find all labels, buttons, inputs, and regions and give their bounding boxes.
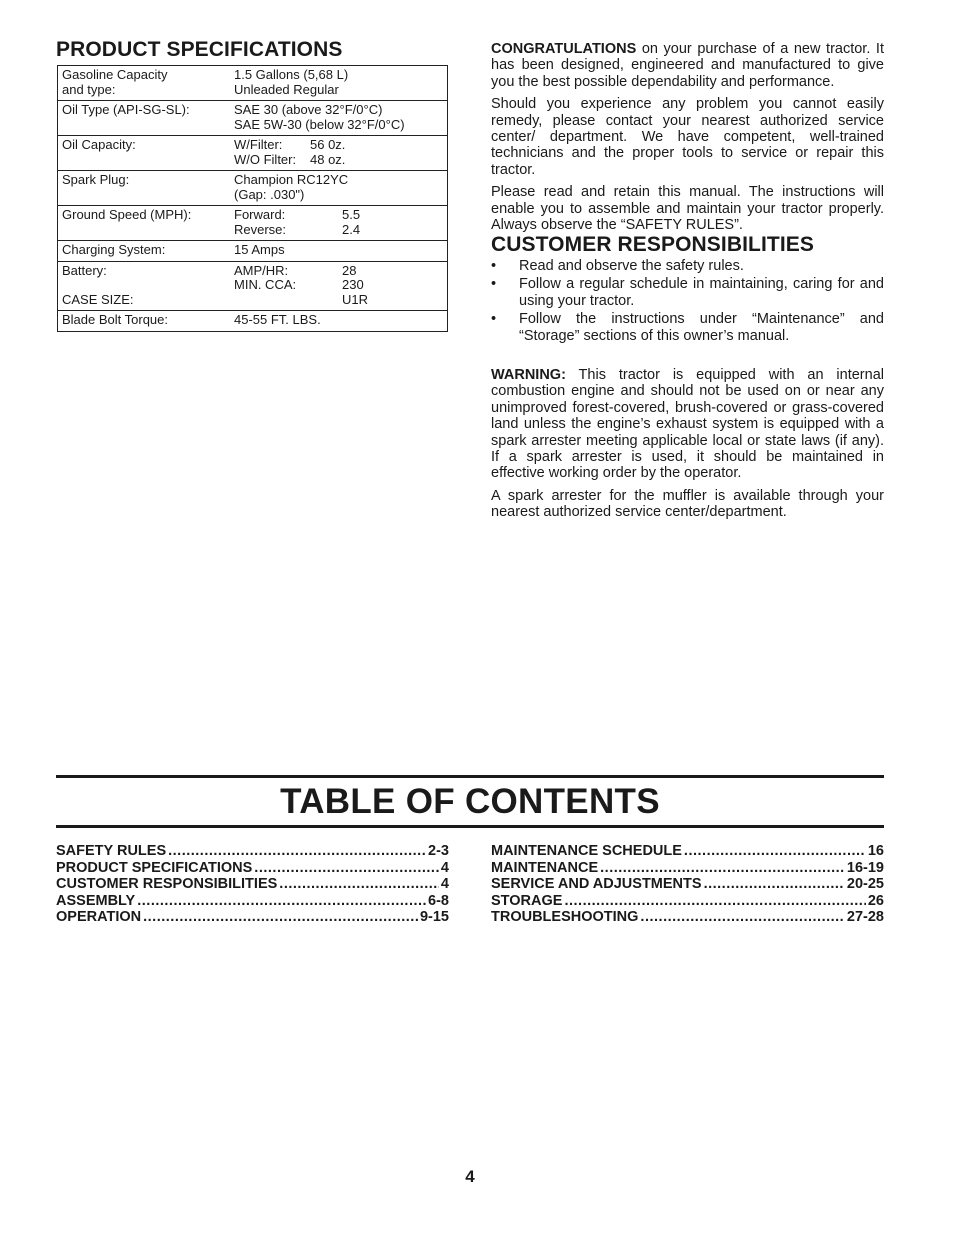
warning-section [491, 367, 884, 527]
spec-label [58, 66, 231, 101]
toc-entry-label: MAINTENANCE SCHEDULE [491, 843, 682, 859]
spec-pair-key: Reverse: [234, 221, 287, 237]
toc-entry-page: 27-28 [846, 909, 884, 926]
toc-entry-label: CUSTOMER RESPONSIBILITIES [56, 876, 278, 893]
spec-value-line: Champion RC12YC [234, 172, 349, 187]
spec-pair [234, 223, 443, 238]
retain-paragraph: Please read and retain this manual. The instructions will enable you to assemble and maintain your tractor properly. Always observe the “SAFETY RULES”. [491, 184, 884, 234]
spec-label [58, 136, 231, 171]
toc-title: TABLE OF CONTENTS [280, 782, 660, 821]
list-item [491, 258, 884, 274]
spec-pair-value: 56 0z. [310, 137, 346, 152]
intro-section [491, 41, 884, 239]
customer-resp-heading: CUSTOMER RESPONSIBILITIES [491, 233, 814, 256]
toc-entry-page: 9-15 [419, 909, 449, 926]
toc-entry-page: 26 [867, 892, 884, 909]
toc-entry[interactable] [56, 843, 449, 860]
toc-entry-label: SAFETY RULES [56, 843, 167, 859]
list-item-text: Follow the instructions under “Maintenance” and “Storage” sections of this owner’s manual. [519, 311, 884, 344]
toc-entry-page: 4 [440, 876, 449, 893]
product-specs-heading: PRODUCT SPECIFICATIONS [56, 38, 343, 61]
spec-value [230, 171, 448, 206]
spec-label [58, 311, 231, 332]
toc-entry-label: TROUBLESHOOTING [491, 909, 639, 926]
bullet-icon: • [491, 258, 497, 274]
spec-pair-value: 2.4 [342, 221, 361, 237]
toc-entry-label: MAINTENANCE [491, 859, 599, 876]
toc-left-column [56, 843, 449, 926]
toc-entry[interactable] [491, 843, 884, 860]
problem-paragraph: Should you experience any problem you cannot easily remedy, please contact your nearest authorized service center/ department. We have competent, well-trained technicians and the proper tools to service or repair this tractor. [491, 96, 884, 178]
spec-pair-key: MIN. CCA: [234, 277, 297, 292]
spec-pair [234, 153, 443, 168]
spec-label [58, 171, 231, 206]
spec-pair-value: 48 oz. [310, 151, 346, 167]
toc-entry-page: 20-25 [846, 876, 884, 893]
spec-pair-value: 230 [342, 277, 364, 292]
congrats-paragraph [491, 41, 884, 90]
spec-label-line: Ground Speed (MPH): [62, 207, 192, 222]
toc-entry-page: 2-3 [428, 843, 449, 859]
bullet-icon: • [491, 276, 497, 293]
spec-row [58, 241, 448, 262]
warning-text: This tractor is equipped with an internal combustion engine and should not be used on or near any unimproved forest-covered, brush-covered or grass-covered land unless the engine’s exhaust system is equipped with a spark arrester meeting applicable local or state laws (if any). If a spark arrester is used, it should be maintained in effective working order by the operator. [491, 367, 884, 482]
spec-pair-key: Forward: [234, 207, 286, 222]
spec-table [57, 65, 448, 332]
spec-pair [234, 264, 443, 279]
spec-value-line: Unleaded Regular [234, 81, 339, 97]
list-item-text: Follow a regular schedule in maintaining, caring for and using your tractor. [519, 276, 884, 309]
toc-entry[interactable] [56, 909, 449, 926]
spec-pair [234, 138, 443, 153]
warning-paragraph [491, 367, 884, 482]
spec-value [230, 261, 448, 311]
toc-entry-label: ASSEMBLY [56, 892, 136, 909]
spec-value [230, 101, 448, 136]
congrats-text: on your purchase of a new tractor. It has been designed, engineered and manufactured to give you the best possible dependability and performance. [491, 41, 884, 90]
spec-pair-key [234, 293, 342, 308]
spec-value [230, 136, 448, 171]
spec-pair-key: AMP/HR: [234, 262, 289, 278]
toc-entry[interactable] [491, 893, 884, 910]
spec-label [58, 241, 231, 262]
toc-entry[interactable] [56, 893, 449, 910]
spec-row [58, 311, 448, 332]
spec-pair [234, 293, 443, 308]
spec-label-line: CASE SIZE: [62, 291, 134, 307]
spec-row [58, 66, 448, 101]
spark-arrester-paragraph: A spark arrester for the muffler is available through your nearest authorized service center/department. [491, 487, 884, 521]
spec-pair-value: 28 [342, 262, 357, 278]
list-item-text: Read and observe the safety rules. [519, 258, 744, 274]
spec-label-line: Spark Plug: [62, 172, 130, 187]
spec-label-line: Charging System: [62, 242, 166, 257]
toc-entry[interactable] [491, 909, 884, 926]
customer-resp-list [491, 258, 884, 346]
spec-pair-value: 5.5 [342, 207, 361, 222]
bullet-icon: • [491, 311, 497, 328]
spec-label [58, 101, 231, 136]
spec-label-line: Gasoline Capacity [62, 67, 168, 82]
toc-top-rule [56, 775, 884, 778]
spec-value-line: 45-55 FT. LBS. [234, 312, 321, 327]
spec-row [58, 206, 448, 241]
toc-entry-page: 16-19 [846, 859, 884, 876]
toc-entry-page: 4 [440, 859, 449, 876]
warning-lead: WARNING: [491, 367, 566, 383]
toc-dot-leader [137, 893, 426, 910]
spec-value [230, 241, 448, 262]
toc-dot-leader [600, 860, 845, 877]
toc-dot-leader [168, 843, 426, 860]
spec-value [230, 66, 448, 101]
toc-entry-label: STORAGE [491, 892, 563, 909]
toc-dot-leader [704, 876, 845, 893]
list-item [491, 276, 884, 309]
congrats-lead: CONGRATULATIONS [491, 41, 637, 57]
toc-right-column [491, 843, 884, 926]
spec-label [58, 261, 231, 311]
spec-label [58, 206, 231, 241]
toc-dot-leader [279, 876, 439, 893]
toc-entry-page: 16 [867, 843, 884, 859]
toc-entry-label: OPERATION [56, 909, 142, 926]
toc-bottom-rule [56, 825, 884, 828]
spec-value-line: 1.5 Gallons (5,68 L) [234, 67, 349, 82]
spec-value [230, 311, 448, 332]
toc-entry-page: 6-8 [428, 892, 449, 909]
spec-pair-value: U1R [342, 291, 369, 307]
spec-label-line: Battery: [62, 262, 107, 278]
toc-dot-leader [254, 860, 439, 877]
spec-row [58, 101, 448, 136]
toc-entry-label: SERVICE AND ADJUSTMENTS [491, 876, 702, 893]
spec-label-line: Oil Capacity: [62, 137, 136, 152]
page-number: 4 [465, 1167, 475, 1186]
spec-label-line: and type: [62, 81, 116, 97]
spec-value [230, 206, 448, 241]
spec-value-line: SAE 5W-30 (below 32°F/0°C) [234, 116, 405, 132]
spec-label-line: Oil Type (API-SG-SL): [62, 102, 190, 117]
spec-pair [234, 278, 443, 293]
list-item [491, 311, 884, 344]
spec-value-line: SAE 30 (above 32°F/0°C) [234, 102, 383, 117]
spec-label-line [62, 278, 226, 293]
spec-pair [234, 208, 443, 223]
toc-dot-leader [564, 893, 865, 910]
spec-pair-key: W/O Filter: [234, 151, 297, 167]
spec-pair-key: W/Filter: [234, 137, 283, 152]
spec-row [58, 261, 448, 311]
toc-entry[interactable] [56, 876, 449, 893]
toc-entry[interactable] [56, 860, 449, 877]
spec-row [58, 136, 448, 171]
spec-label-line: Blade Bolt Torque: [62, 312, 168, 327]
toc-entry[interactable] [491, 860, 884, 877]
toc-entry-label: PRODUCT SPECIFICATIONS [56, 859, 253, 876]
spec-value-line: (Gap: .030") [234, 186, 305, 202]
toc-dot-leader [684, 843, 866, 860]
spec-value-line: 15 Amps [234, 242, 285, 257]
spec-row [58, 171, 448, 206]
toc-dot-leader [143, 909, 418, 926]
toc-entry[interactable] [491, 876, 884, 893]
toc-dot-leader [640, 909, 844, 926]
